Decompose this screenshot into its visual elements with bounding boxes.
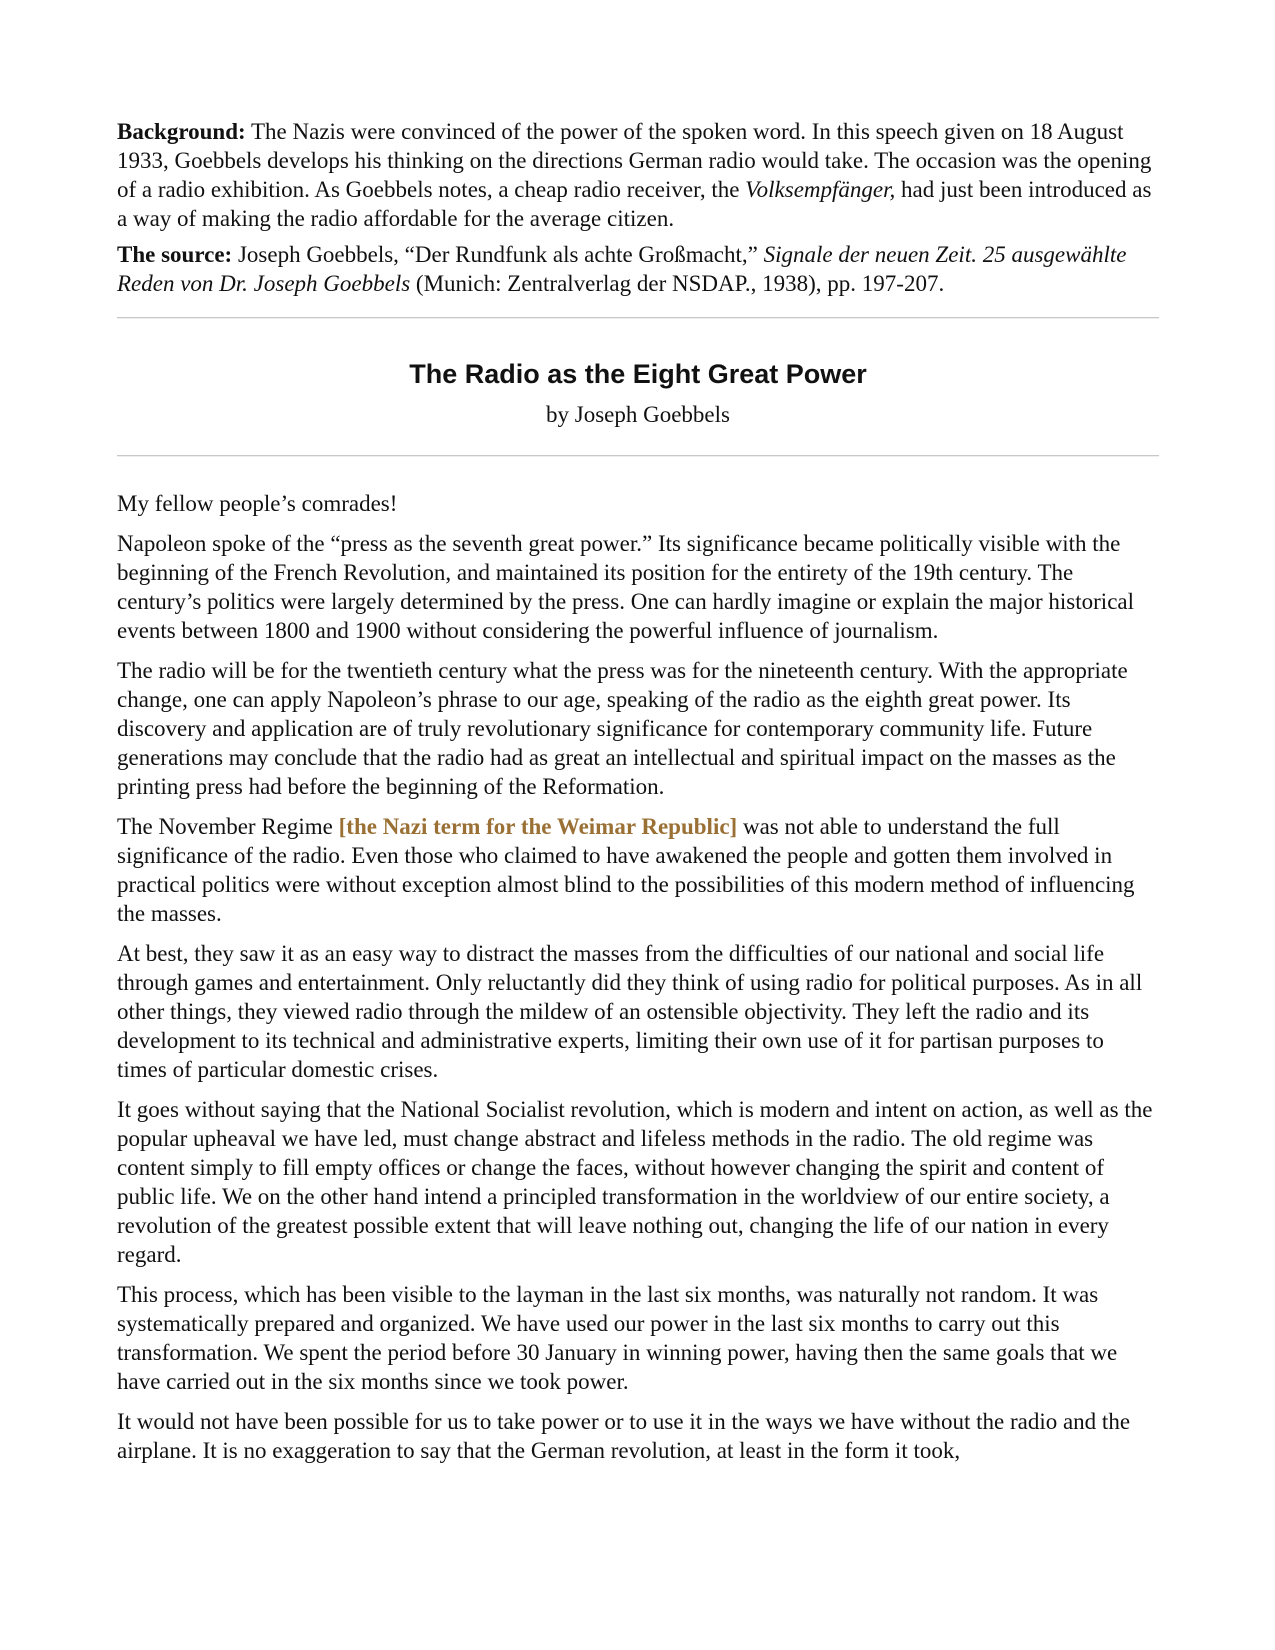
source-text-a: Joseph Goebbels, “Der Rundfunk als achte Großmacht,” xyxy=(232,242,764,267)
paragraph-4 xyxy=(117,812,1159,928)
paragraph-4-text-b: was not able to understand the full significance of the radio. Even those who claimed to have awakened the people and gotten them involved in practical politics were without exception almost blind to the possibilities of this modern method of influencing the masses. xyxy=(117,814,1135,926)
background-text-b: had just been introduced as a way of making the radio affordable for the average citizen. xyxy=(117,177,1152,231)
divider-bottom xyxy=(117,455,1159,457)
source-label: The source: xyxy=(117,242,233,267)
background-italic: Volksempfänger, xyxy=(745,177,896,202)
paragraph-8: It would not have been possible for us to take power or to use it in the ways we have without the radio and the airplane. It is no exaggeration to say that the German revolution, at least in the form it took, xyxy=(117,1409,1131,1463)
paragraph-4-text-a: The November Regime xyxy=(117,814,339,839)
paragraph-6: It goes without saying that the National Socialist revolution, which is modern and intent on action, as well as the popular upheaval we have led, must change abstract and lifeless methods in the radio. The old regime was content simply to fill empty offices or change the faces, without however changing the spirit and content of public life. We on the other hand intend a principled transformation in the worldview of our entire society, a revolution of the greatest possible extent that will leave nothing out, changing the life of our nation in every regard. xyxy=(117,1097,1153,1267)
background-paragraph xyxy=(117,117,1159,233)
paragraph-3: The radio will be for the twentieth century what the press was for the nineteenth century. With the appropriate change, one can apply Napoleon’s phrase to our age, speaking of the radio as the eighth great power. Its discovery and application are of truly revolutionary significance for contemporary community life. Future generations may conclude that the radio had as great an intellectual and spiritual impact on the masses as the printing press had before the beginning of the Reformation. xyxy=(117,658,1128,799)
speech-body xyxy=(117,489,1159,1465)
source-text-b: (Munich: Zentralverlag der NSDAP., 1938), pp. 197-207. xyxy=(410,271,945,296)
paragraph-1: My fellow people’s comrades! xyxy=(117,491,398,516)
paragraph-5: At best, they saw it as an easy way to distract the masses from the difficulties of our national and social life through games and entertainment. Only reluctantly did they think of using radio for political purposes. As in all other things, they viewed radio through the mildew of an ostensible objectivity. They left the radio and its development to its technical and administrative experts, limiting their own use of it for partisan purposes to times of particular domestic crises. xyxy=(117,941,1143,1082)
byline: by Joseph Goebbels xyxy=(546,402,730,427)
source-italic: Signale der neuen Zeit. 25 ausgewählte Reden von Dr. Joseph Goebbels xyxy=(117,242,1127,296)
source-paragraph xyxy=(117,240,1159,298)
document-page xyxy=(117,117,1159,1465)
background-text-a: The Nazis were convinced of the power of the spoken word. In this speech given on 18 August 1933, Goebbels develops his thinking on the directions German radio would take. The occasion was the opening of a radio exhibition. As Goebbels notes, a cheap radio receiver, the xyxy=(117,119,1152,202)
paragraph-2: Napoleon spoke of the “press as the seventh great power.” Its significance became politically visible with the beginning of the French Revolution, and maintained its position for the entirety of the 19th century. The century’s politics were largely determined by the press. One can hardly imagine or explain the major historical events between 1800 and 1900 without considering the powerful influence of journalism. xyxy=(117,531,1134,643)
title-block xyxy=(117,319,1159,455)
page-title: The Radio as the Eight Great Power xyxy=(409,359,867,389)
paragraph-7: This process, which has been visible to the layman in the last six months, was naturally not random. It was systematically prepared and organized. We have used our power in the last six months to carry out this transformation. We spent the period before 30 January in winning power, having then the same goals that we have carried out in the six months since we took power. xyxy=(117,1282,1118,1394)
editorial-note: [the Nazi term for the Weimar Republic] xyxy=(338,814,738,839)
intro-section xyxy=(117,117,1159,298)
background-label: Background: xyxy=(117,119,246,144)
